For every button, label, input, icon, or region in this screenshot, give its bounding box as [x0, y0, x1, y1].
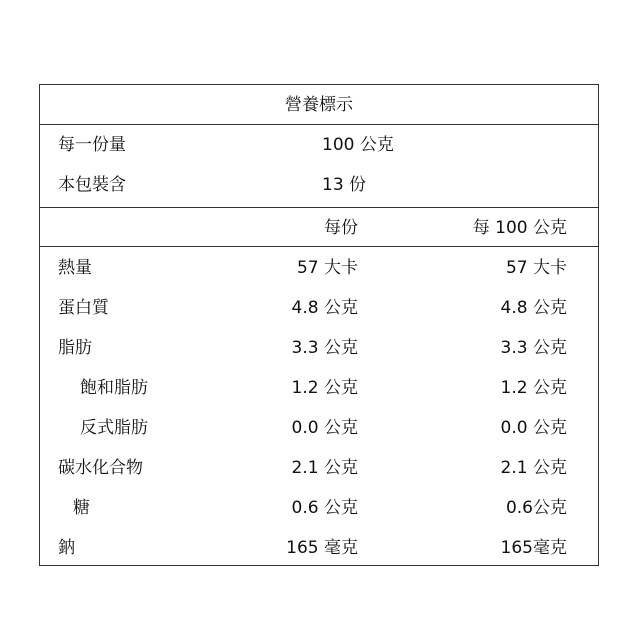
column-header-row: [40, 207, 598, 247]
nutrient-per-serving: 0.0 公克: [291, 418, 358, 438]
nutrient-row-energy: [40, 248, 598, 288]
nutrient-row-carbohydrate: [40, 448, 598, 488]
nutrient-per-serving: 165 毫克: [286, 538, 358, 558]
nutrient-name: 鈉: [58, 538, 75, 558]
nutrient-name: 反式脂肪: [80, 418, 148, 438]
nutrient-per-100g: 165毫克: [500, 538, 567, 558]
nutrient-per-100g: 4.8 公克: [500, 298, 567, 318]
nutrient-name: 糖: [73, 498, 90, 518]
nutrient-row-sugar: [40, 488, 598, 528]
nutrient-row-trans-fat: [40, 408, 598, 448]
nutrient-name: 熱量: [58, 258, 92, 278]
nutrient-name: 飽和脂肪: [80, 378, 148, 398]
nutrient-name: 碳水化合物: [58, 458, 143, 478]
servings-per-package-value: 13 份: [322, 175, 367, 195]
nutrient-per-serving: 3.3 公克: [291, 338, 358, 358]
column-header-per-serving: 每份: [324, 218, 358, 238]
nutrient-per-serving: 0.6 公克: [291, 498, 358, 518]
nutrient-per-100g: 3.3 公克: [500, 338, 567, 358]
serving-size-row: [40, 125, 598, 165]
nutrient-name: 脂肪: [58, 338, 92, 358]
nutrient-row-protein: [40, 288, 598, 328]
nutrient-per-serving: 2.1 公克: [291, 458, 358, 478]
label-title: 營養標示: [40, 85, 598, 125]
nutrient-per-100g: 2.1 公克: [500, 458, 567, 478]
nutrient-per-100g: 1.2 公克: [500, 378, 567, 398]
nutrient-row-saturated-fat: [40, 368, 598, 408]
nutrient-row-fat: [40, 328, 598, 368]
nutrient-row-sodium: [40, 528, 598, 568]
nutrient-per-100g: 57 大卡: [505, 258, 567, 278]
nutrient-name: 蛋白質: [58, 298, 109, 318]
nutrient-per-serving: 57 大卡: [296, 258, 358, 278]
column-header-per-100g: 每 100 公克: [472, 218, 567, 238]
nutrient-per-100g: 0.6公克: [505, 498, 567, 518]
servings-per-package-row: [40, 165, 598, 205]
nutrient-per-serving: 4.8 公克: [291, 298, 358, 318]
nutrient-per-100g: 0.0 公克: [500, 418, 567, 438]
serving-size-value: 100 公克: [322, 135, 394, 155]
nutrition-label: [39, 84, 599, 566]
servings-per-package-label: 本包裝含: [58, 175, 126, 195]
serving-size-label: 每一份量: [58, 135, 126, 155]
nutrient-per-serving: 1.2 公克: [291, 378, 358, 398]
